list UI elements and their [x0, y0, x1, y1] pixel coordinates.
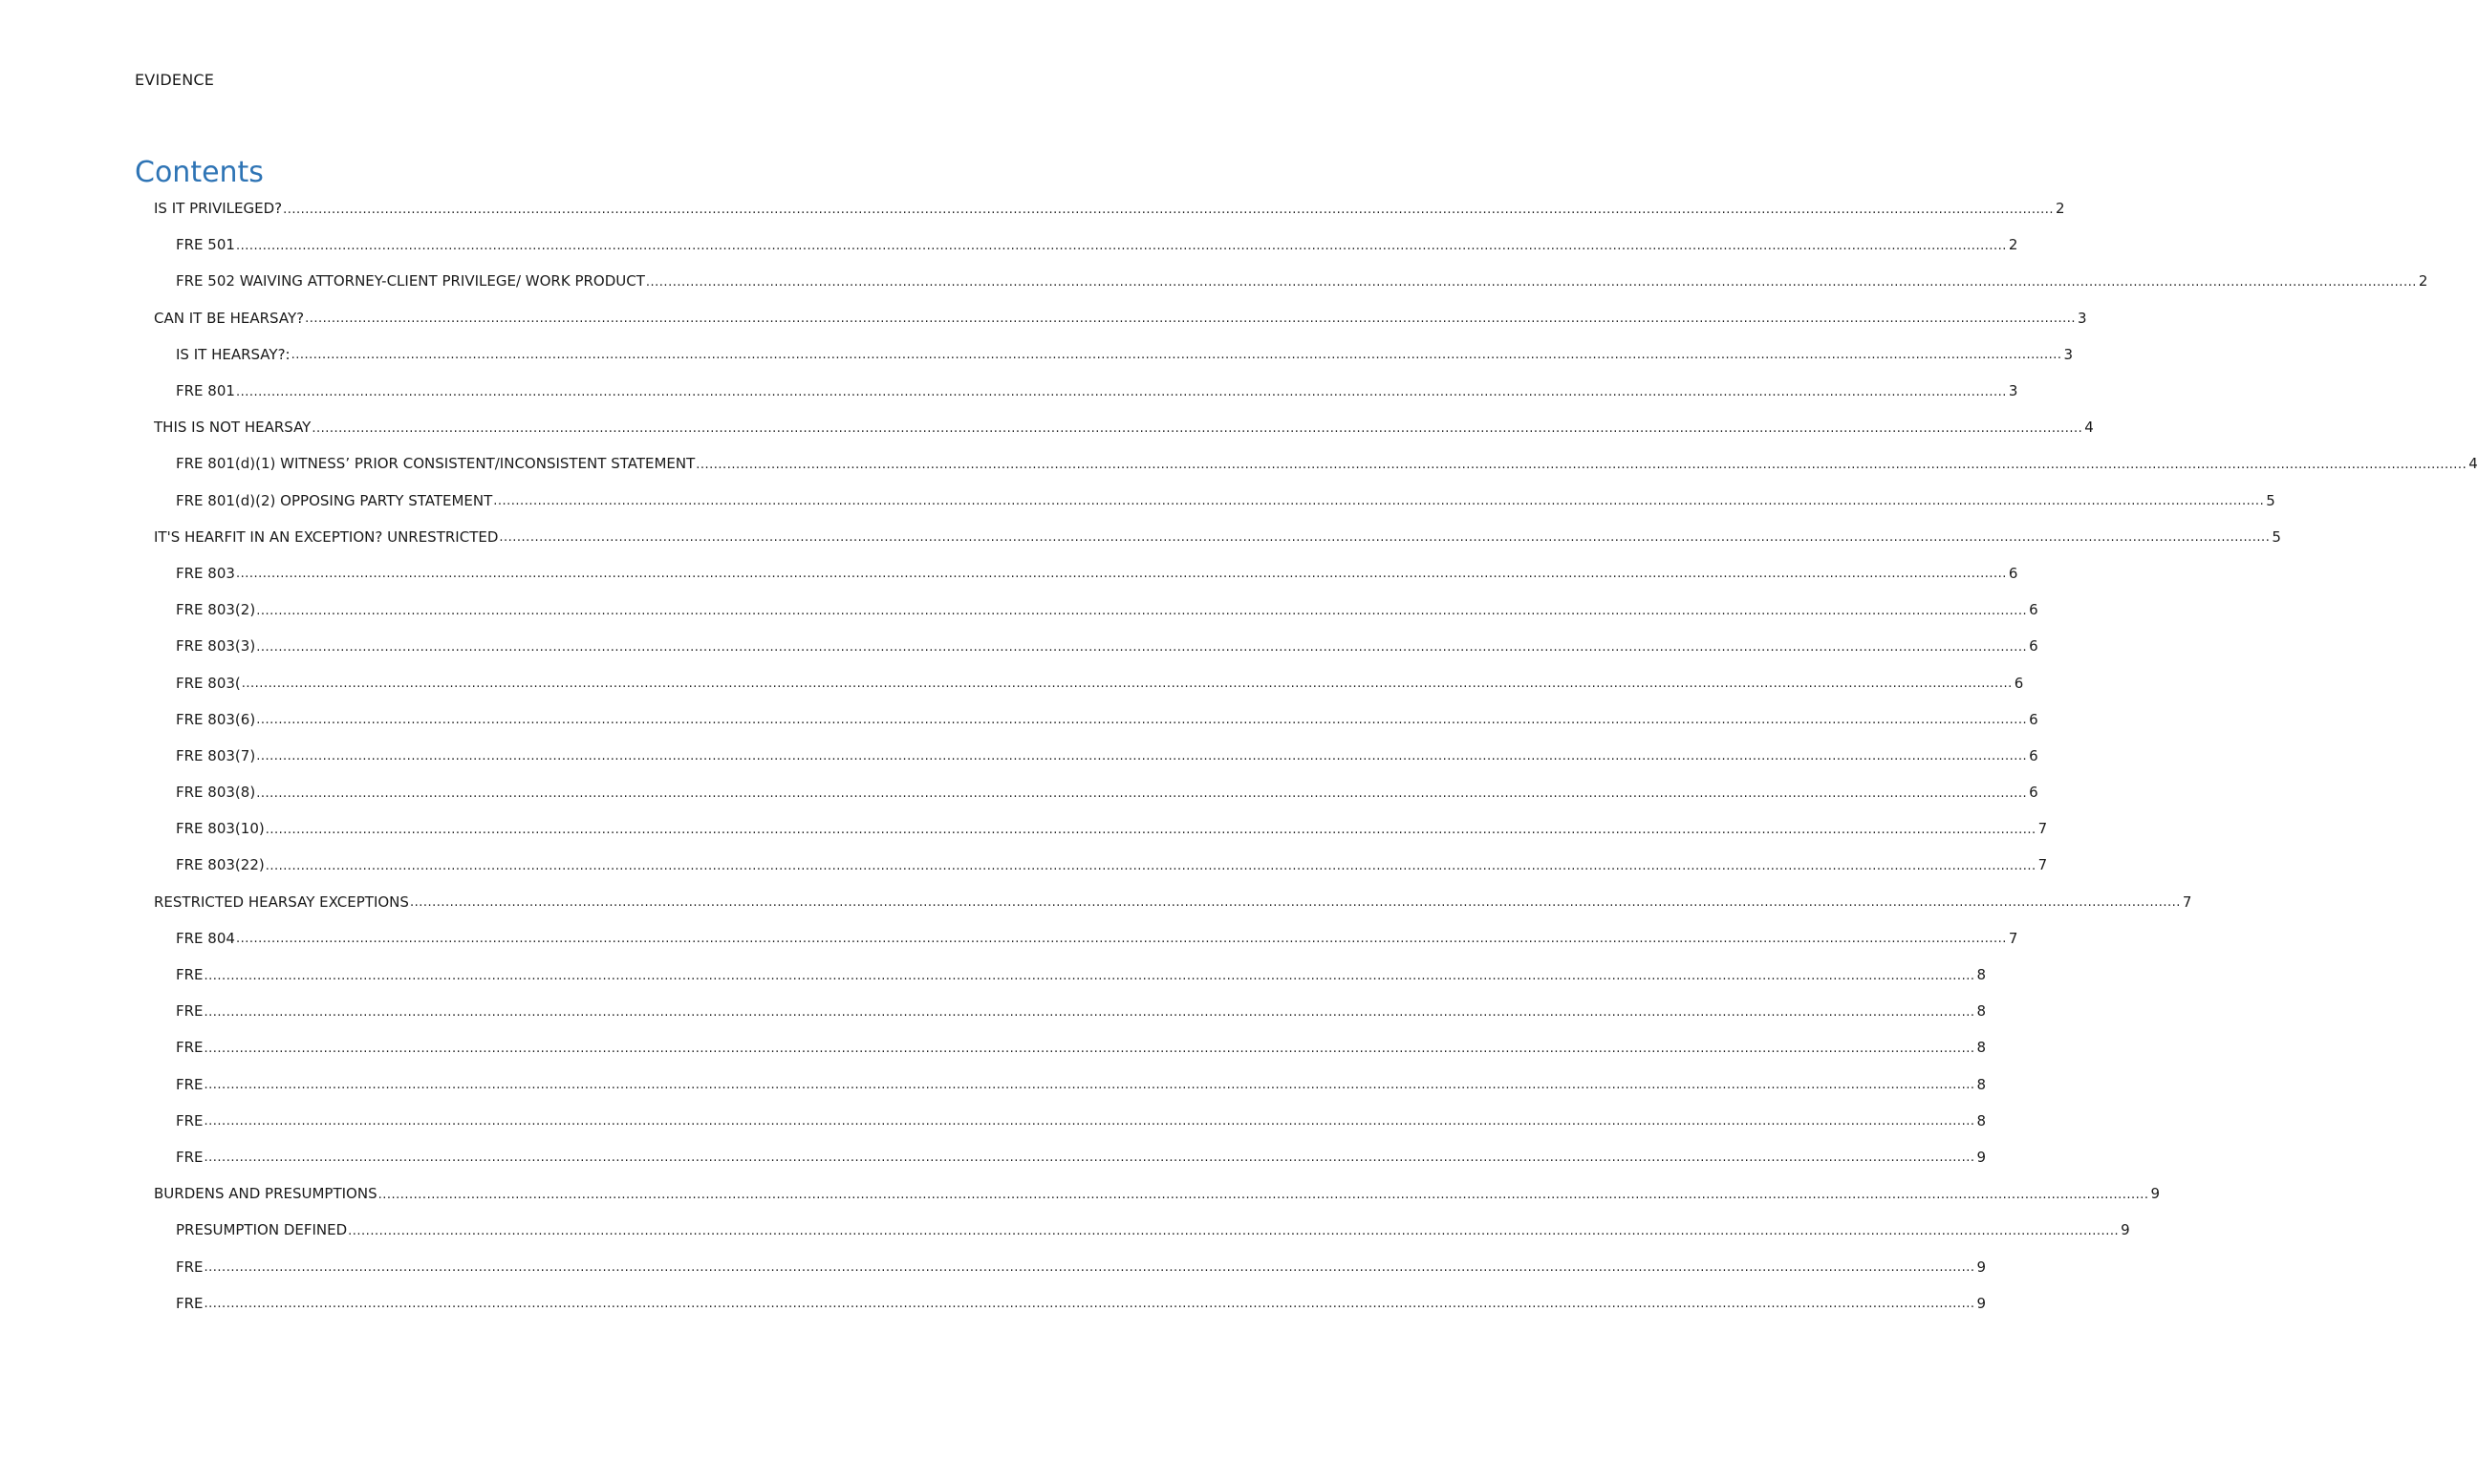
toc-dot-leader: ................................................................................................................................................................................................................................................................................................................................................................................................................	[241, 677, 2013, 692]
toc-dot-leader: ................................................................................................................................................................................................................................................................................................................................................................................................................	[499, 530, 2271, 546]
toc-dot-leader: ................................................................................................................................................................................................................................................................................................................................................................................................................	[265, 858, 2036, 873]
toc-entry-page-number[interactable]: 3	[2063, 345, 2074, 363]
toc-dot-leader: ................................................................................................................................................................................................................................................................................................................................................................................................................	[204, 1078, 1975, 1093]
toc-entry-label[interactable]: FRE 501	[176, 236, 235, 254]
toc-entry[interactable]	[154, 373, 2018, 409]
toc-entry[interactable]	[154, 1103, 1987, 1139]
toc-dot-leader: ................................................................................................................................................................................................................................................................................................................................................................................................................	[204, 968, 1975, 983]
toc-entry[interactable]	[154, 591, 2038, 628]
toc-entry-page-number[interactable]: 7	[2008, 929, 2018, 947]
toc-entry-label[interactable]: FRE 801(d)(1) WITNESS’ PRIOR CONSISTENT/INCONSISTENT STATEMENT	[176, 455, 696, 473]
toc-entry[interactable]	[154, 336, 2074, 373]
toc-dot-leader: ................................................................................................................................................................................................................................................................................................................................................................................................................	[256, 639, 2028, 655]
toc-dot-leader: ................................................................................................................................................................................................................................................................................................................................................................................................................	[204, 1041, 1975, 1056]
toc-dot-leader: ................................................................................................................................................................................................................................................................................................................................................................................................................	[235, 567, 2007, 582]
toc-entry-label[interactable]: CAN IT BE HEARSAY?	[154, 309, 305, 327]
toc-entry[interactable]	[154, 445, 2478, 482]
toc-entry-label[interactable]: FRE 801	[176, 382, 235, 400]
toc-entry-label[interactable]: FRE	[176, 1258, 204, 1276]
toc-entry-page-number[interactable]: 7	[2037, 856, 2048, 874]
toc-entry[interactable]	[154, 1285, 1987, 1322]
toc-entry[interactable]	[154, 190, 2065, 226]
toc-entry-label[interactable]: FRE	[176, 1294, 204, 1312]
toc-entry[interactable]	[154, 664, 2024, 700]
toc-entry[interactable]	[154, 1066, 1987, 1103]
toc-dot-leader: ................................................................................................................................................................................................................................................................................................................................................................................................................	[256, 713, 2028, 728]
table-of-contents	[154, 190, 2478, 1322]
toc-entry-label[interactable]: FRE 803	[176, 564, 235, 582]
toc-entry-page-number[interactable]: 2	[2008, 236, 2018, 254]
toc-entry-page-number[interactable]: 8	[1976, 966, 1987, 984]
toc-dot-leader: ................................................................................................................................................................................................................................................................................................................................................................................................................	[493, 494, 2265, 509]
toc-entry-page-number[interactable]: 9	[2121, 1221, 2130, 1239]
toc-entry-page-number[interactable]: 6	[2029, 637, 2038, 656]
toc-entry-label[interactable]: FRE 804	[176, 929, 235, 947]
toc-entry-label[interactable]: FRE 803(10)	[176, 820, 265, 838]
toc-entry[interactable]	[154, 738, 2038, 774]
toc-entry[interactable]	[154, 1139, 1987, 1175]
document-header: EVIDENCE	[135, 71, 215, 89]
toc-entry[interactable]	[154, 701, 2038, 738]
toc-entry-page-number[interactable]: 9	[2150, 1185, 2161, 1203]
toc-dot-leader: ................................................................................................................................................................................................................................................................................................................................................................................................................	[377, 1187, 2149, 1202]
toc-entry[interactable]	[154, 555, 2018, 591]
toc-entry-page-number[interactable]: 4	[2468, 455, 2478, 473]
toc-entry[interactable]	[154, 993, 1987, 1029]
toc-entry-label[interactable]: FRE	[176, 1075, 204, 1093]
toc-entry-page-number[interactable]: 8	[1976, 1039, 1987, 1057]
toc-entry-label[interactable]: FRE 803(7)	[176, 746, 256, 764]
toc-dot-leader: ................................................................................................................................................................................................................................................................................................................................................................................................................	[204, 1114, 1975, 1129]
toc-entry-page-number[interactable]: 2	[2056, 200, 2065, 218]
toc-entry[interactable]	[154, 774, 2038, 810]
toc-entry-label[interactable]: FRE	[176, 1002, 204, 1021]
toc-entry-label[interactable]: FRE 801(d)(2) OPPOSING PARTY STATEMENT	[176, 491, 493, 509]
toc-entry-label[interactable]: FRE	[176, 1111, 204, 1129]
toc-entry-label[interactable]: FRE 502 WAIVING ATTORNEY-CLIENT PRIVILEGE/ WORK PRODUCT	[176, 272, 645, 290]
toc-entry[interactable]	[154, 920, 2018, 957]
toc-entry-page-number[interactable]: 6	[2014, 674, 2024, 692]
toc-entry-label[interactable]: FRE	[176, 1039, 204, 1057]
toc-dot-leader: ................................................................................................................................................................................................................................................................................................................................................................................................................	[291, 348, 2062, 363]
toc-entry[interactable]	[154, 226, 2018, 263]
toc-entry-label[interactable]: FRE 803(2)	[176, 601, 256, 619]
toc-dot-leader: ................................................................................................................................................................................................................................................................................................................................................................................................................	[204, 1004, 1975, 1020]
toc-entry-label[interactable]: FRE 803(	[176, 674, 241, 692]
toc-dot-leader: ................................................................................................................................................................................................................................................................................................................................................................................................................	[645, 274, 2417, 290]
toc-dot-leader: ................................................................................................................................................................................................................................................................................................................................................................................................................	[256, 785, 2028, 801]
toc-dot-leader: ................................................................................................................................................................................................................................................................................................................................................................................................................	[265, 822, 2036, 837]
toc-dot-leader: ................................................................................................................................................................................................................................................................................................................................................................................................................	[283, 202, 2055, 217]
toc-entry-label[interactable]: THIS IS NOT HEARSAY	[154, 419, 312, 437]
toc-entry-page-number[interactable]: 5	[2266, 491, 2275, 509]
toc-entry[interactable]	[154, 300, 2087, 336]
toc-entry-page-number[interactable]: 6	[2008, 564, 2018, 582]
toc-entry-label[interactable]: BURDENS AND PRESUMPTIONS	[154, 1185, 377, 1203]
toc-entry-page-number[interactable]: 6	[2029, 746, 2038, 764]
toc-entry-page-number[interactable]: 8	[1976, 1002, 1987, 1021]
toc-entry-page-number[interactable]: 6	[2029, 601, 2038, 619]
toc-entry-label[interactable]: FRE 803(22)	[176, 856, 265, 874]
toc-dot-leader: ................................................................................................................................................................................................................................................................................................................................................................................................................	[204, 1260, 1975, 1276]
toc-entry-page-number[interactable]: 9	[1976, 1294, 1987, 1312]
toc-entry[interactable]	[154, 1175, 2161, 1212]
toc-entry-page-number[interactable]: 5	[2272, 527, 2281, 546]
toc-entry[interactable]	[154, 847, 2048, 883]
toc-entry[interactable]	[154, 483, 2275, 519]
toc-dot-leader: ................................................................................................................................................................................................................................................................................................................................................................................................................	[305, 312, 2077, 327]
toc-entry-page-number[interactable]: 8	[1976, 1075, 1987, 1093]
toc-entry-label[interactable]: FRE	[176, 966, 204, 984]
toc-entry[interactable]	[154, 263, 2428, 299]
toc-entry[interactable]	[154, 1248, 1987, 1284]
toc-entry-label[interactable]: FRE 803(3)	[176, 637, 256, 656]
toc-entry-label[interactable]: IT'S HEARFIT IN AN EXCEPTION? UNRESTRICTED	[154, 527, 499, 546]
toc-entry-page-number[interactable]: 8	[1976, 1111, 1987, 1129]
toc-entry-page-number[interactable]: 6	[2029, 784, 2038, 802]
toc-dot-leader: ................................................................................................................................................................................................................................................................................................................................................................................................................	[204, 1297, 1975, 1312]
toc-title: Contents	[135, 156, 264, 189]
toc-entry[interactable]	[154, 519, 2281, 555]
toc-entry-page-number[interactable]: 9	[1976, 1148, 1987, 1166]
toc-dot-leader: ................................................................................................................................................................................................................................................................................................................................................................................................................	[256, 603, 2028, 618]
toc-entry[interactable]	[154, 1212, 2130, 1248]
toc-dot-leader: ................................................................................................................................................................................................................................................................................................................................................................................................................	[312, 420, 2083, 436]
toc-entry-page-number[interactable]: 3	[2078, 309, 2087, 327]
toc-entry-page-number[interactable]: 4	[2084, 419, 2094, 437]
toc-dot-leader: ................................................................................................................................................................................................................................................................................................................................................................................................................	[348, 1223, 2120, 1238]
toc-dot-leader: ................................................................................................................................................................................................................................................................................................................................................................................................................	[235, 932, 2007, 947]
toc-dot-leader: ................................................................................................................................................................................................................................................................................................................................................................................................................	[235, 384, 2007, 399]
toc-dot-leader: ................................................................................................................................................................................................................................................................................................................................................................................................................	[256, 749, 2028, 764]
toc-entry-page-number[interactable]: 9	[1976, 1258, 1987, 1276]
toc-entry-label[interactable]: FRE	[176, 1148, 204, 1166]
toc-entry-page-number[interactable]: 2	[2418, 272, 2428, 290]
toc-entry-page-number[interactable]: 3	[2008, 382, 2018, 400]
toc-entry[interactable]	[154, 409, 2094, 445]
toc-entry[interactable]	[154, 884, 2192, 920]
toc-entry-label[interactable]: FRE 803(6)	[176, 710, 256, 728]
toc-entry-label[interactable]: FRE 803(8)	[176, 784, 256, 802]
toc-entry-label[interactable]: IS IT PRIVILEGED?	[154, 200, 283, 218]
toc-entry-label[interactable]: IS IT HEARSAY?:	[176, 345, 291, 363]
toc-entry[interactable]	[154, 1029, 1987, 1065]
toc-entry-label[interactable]: PRESUMPTION DEFINED	[176, 1221, 348, 1239]
toc-entry[interactable]	[154, 810, 2048, 847]
toc-dot-leader: ................................................................................................................................................................................................................................................................................................................................................................................................................	[409, 895, 2181, 911]
toc-dot-leader: ................................................................................................................................................................................................................................................................................................................................................................................................................	[235, 238, 2007, 253]
toc-entry-page-number[interactable]: 7	[2037, 820, 2048, 838]
toc-entry[interactable]	[154, 628, 2038, 664]
toc-entry[interactable]	[154, 957, 1987, 993]
toc-dot-leader: ................................................................................................................................................................................................................................................................................................................................................................................................................	[696, 457, 2467, 472]
toc-dot-leader: ................................................................................................................................................................................................................................................................................................................................................................................................................	[204, 1151, 1975, 1166]
toc-entry-page-number[interactable]: 6	[2029, 710, 2038, 728]
toc-entry-page-number[interactable]: 7	[2182, 893, 2192, 911]
toc-entry-label[interactable]: RESTRICTED HEARSAY EXCEPTIONS	[154, 893, 409, 911]
